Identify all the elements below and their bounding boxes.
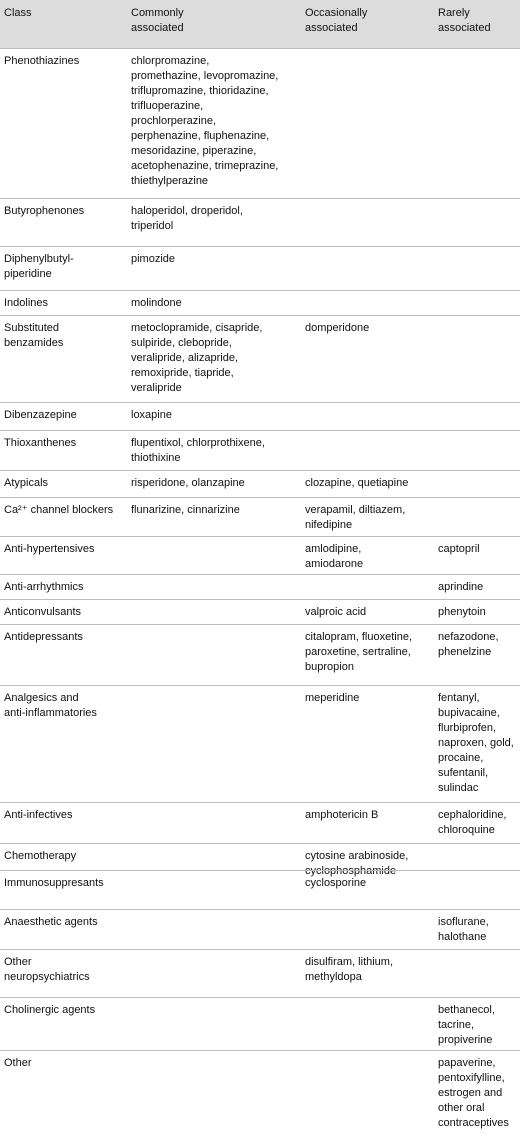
row-rare: isoflurane, halothane [438, 916, 489, 943]
row-class: Immunosuppresants [4, 877, 104, 889]
row-occasional: amphotericin B [305, 809, 379, 821]
row-occasional: verapamil, diltiazem, nifedipine [305, 504, 406, 531]
table-row [0, 1050, 520, 1142]
row-class: Other [4, 1057, 32, 1069]
row-occasional: disulfiram, lithium, methyldopa [305, 956, 394, 983]
table-row [0, 574, 520, 599]
row-common: flunarizine, cinnarizine [131, 504, 240, 516]
table-row [0, 909, 520, 949]
row-class: Atypicals [4, 477, 49, 489]
row-common: risperidone, olanzapine [131, 477, 245, 489]
table-row [0, 997, 520, 1050]
row-common: loxapine [131, 409, 172, 421]
table-row [0, 497, 520, 536]
row-class: Anti-infectives [4, 809, 73, 821]
row-occasional: citalopram, fluoxetine, paroxetine, sertraline, bupropion [305, 631, 412, 673]
row-occasional: amlodipine, amiodarone [305, 543, 364, 570]
table-row [0, 599, 520, 624]
row-common: metoclopramide, cisapride, sulpiride, clebopride, veralipride, alizapride, remoxipride, tiapride, veralipride [131, 322, 263, 394]
row-class: Indolines [4, 297, 49, 309]
table-row [0, 198, 520, 246]
row-occasional: clozapine, quetiapine [305, 477, 409, 489]
row-class: Anaesthetic agents [4, 916, 98, 928]
row-occasional: meperidine [305, 692, 360, 704]
row-occasional: domperidone [305, 322, 370, 334]
row-class: Dibenzazepine [4, 409, 77, 421]
row-occasional: cyclosporine [305, 877, 367, 889]
row-occasional: cytosine arabinoside, cyclophosphamide [305, 850, 409, 877]
row-common: molindone [131, 297, 182, 309]
row-rare: aprindine [438, 581, 484, 593]
table-row [0, 685, 520, 802]
row-class: Substituted benzamides [4, 322, 64, 349]
row-rare: papaverine, pentoxifylline, estrogen and other oral contraceptives [438, 1057, 509, 1129]
row-class: Other neuropsychiatrics [4, 956, 90, 983]
table-row [0, 315, 520, 402]
row-class: Chemotherapy [4, 850, 77, 862]
row-class: Antidepressants [4, 631, 83, 643]
row-rare: captopril [438, 543, 480, 555]
table-row [0, 470, 520, 497]
row-rare: fentanyl, bupivacaine, flurbiprofen, naproxen, gold, procaine, sufentanil, sulindac [438, 692, 514, 794]
row-class: Anticonvulsants [4, 606, 82, 618]
row-rare: bethanecol, tacrine, propiverine [438, 1004, 495, 1046]
row-common: haloperidol, droperidol, triperidol [131, 205, 243, 232]
row-class: Thioxanthenes [4, 437, 77, 449]
table-header [0, 0, 520, 48]
row-common: chlorpromazine, promethazine, levopromazine, triflupromazine, thioridazine, trifluoperazine, prochlorperazine, perphenazine, fluphenazine, mesoridazine, piperazine, acetophenazine, trimeprazine, thiethylperazine [131, 55, 279, 187]
table-row [0, 870, 520, 909]
row-common: pimozide [131, 253, 176, 265]
row-class: Analgesics and anti-inflammatories [4, 692, 97, 719]
table-row [0, 949, 520, 997]
header-common: Commonly associated [131, 7, 184, 34]
row-class: Butyrophenones [4, 205, 85, 217]
table-row [0, 624, 520, 685]
table-row [0, 430, 520, 470]
row-class: Ca²⁺ channel blockers [4, 504, 114, 516]
row-rare: cephaloridine, chloroquine [438, 809, 507, 836]
table-row [0, 402, 520, 430]
header-class: Class [4, 7, 32, 19]
row-class: Diphenylbutyl- piperidine [4, 253, 74, 280]
row-class: Anti-arrhythmics [4, 581, 84, 593]
table-row [0, 246, 520, 290]
row-occasional: valproic acid [305, 606, 367, 618]
table-row [0, 536, 520, 574]
row-class: Phenothiazines [4, 55, 80, 67]
row-common: flupentixol, chlorprothixene, thiothixine [131, 437, 265, 464]
row-rare: phenytoin [438, 606, 486, 618]
table-row [0, 48, 520, 198]
table-row [0, 843, 520, 877]
header-occasional: Occasionally associated [305, 7, 368, 34]
row-rare: nefazodone, phenelzine [438, 631, 499, 658]
header-rare: Rarely associated [438, 7, 491, 34]
row-class: Cholinergic agents [4, 1004, 96, 1016]
table-row [0, 802, 520, 843]
table-row [0, 290, 520, 315]
row-class: Anti-hypertensives [4, 543, 95, 555]
